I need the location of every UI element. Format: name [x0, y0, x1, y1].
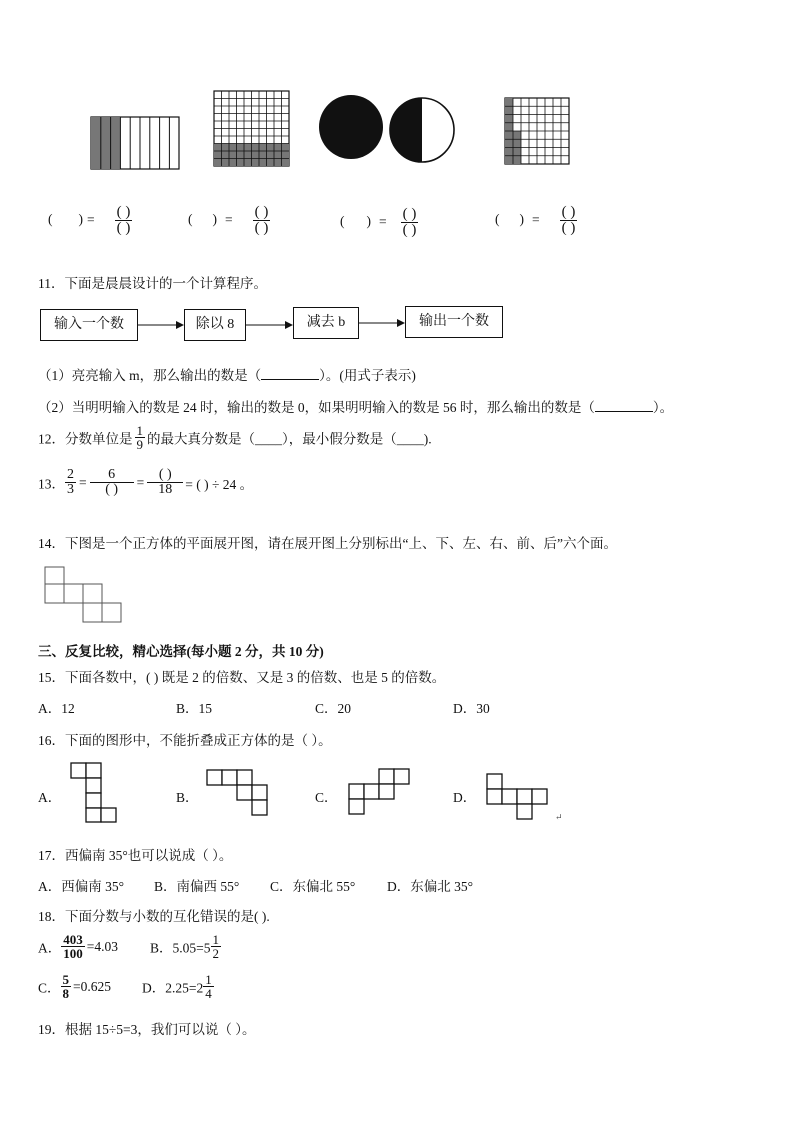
q18-option-d[interactable]: D．2.25=2 $\frac{1}{4}$	[142, 972, 212, 1001]
q17-option-a[interactable]: A．西偏南 35°	[38, 879, 125, 894]
flow-box-input: 输入一个数	[40, 309, 138, 341]
figure-answer-3: ( ) = $\frac{( )}{( )}$	[340, 206, 417, 238]
q15-option-a[interactable]: A．12	[38, 701, 75, 716]
figure-answer-4: ( ) = $\frac{( )}{( )}$	[495, 204, 576, 236]
q17-option-d[interactable]: D．东偏北 35°	[387, 879, 474, 894]
q16-option-b[interactable]: B．	[176, 790, 199, 805]
q17-option-b[interactable]: B．南偏西 55°	[154, 879, 240, 894]
q13: 13． $\frac{2}{3}$ = $\frac{6}{( )}$ = $\frac{( )}{18}$ = ( ) ÷ 24 。	[38, 467, 254, 497]
q15-option-b[interactable]: B．15	[176, 701, 213, 716]
net-d	[486, 773, 550, 821]
net-c	[348, 768, 412, 816]
q17-option-c[interactable]: C．东偏北 55°	[270, 879, 356, 894]
flow-box-subtract: 减去 b	[293, 307, 359, 339]
figure-hundred-grid	[214, 91, 289, 166]
return-mark: ↵	[555, 812, 563, 822]
q16-stem: 16．下面的图形中，不能折叠成正方体的是（ ）。	[38, 733, 332, 748]
figure-answer-2: ( ) = $\frac{( )}{( )}$	[188, 204, 269, 236]
q19-stem: 19．根据 15÷5=3，我们可以说（ ）。	[38, 1022, 256, 1037]
q15-option-c[interactable]: C．20	[315, 701, 352, 716]
q12: 12．分数单位是 $\frac{1}{9}$ 的最大真分数是（____），最小假分数是（____).	[38, 423, 432, 452]
fraction-figures	[0, 80, 794, 180]
q14-stem: 14．下图是一个正方体的平面展开图，请在展开图上分别标出“上、下、左、右、前、后”六个面。	[38, 536, 617, 551]
net-b	[206, 769, 270, 817]
figure-answer-1: ( ) = $\frac{( )}{( )}$	[48, 204, 131, 236]
flow-box-output: 输出一个数	[405, 306, 503, 338]
q18-option-a[interactable]: A． $\frac{403}{100}$ =4.03	[38, 932, 118, 961]
q11-sub1: （1）亮亮输入 m，那么输出的数是（ ）。(用式子表示)	[38, 368, 416, 383]
figure-sixtyfour-grid	[505, 98, 569, 164]
q15-stem: 15．下面各数中，( ) 既是 2 的倍数、又是 3 的倍数、也是 5 的倍数。	[38, 670, 446, 685]
figure-circles	[319, 95, 454, 162]
q16-option-a[interactable]: A．	[38, 790, 62, 805]
net-a	[70, 762, 120, 824]
q11-stem: 11．下面是晨晨设计的一个计算程序。	[38, 276, 267, 291]
q18-option-b[interactable]: B．5.05=5 $\frac{1}{2}$	[150, 932, 219, 961]
flow-arrows	[0, 300, 794, 340]
q15-option-d[interactable]: D．30	[453, 701, 490, 716]
section-3-title: 三、反复比较，精心选择(每小题 2 分，共 10 分)	[38, 644, 324, 659]
q18-option-c[interactable]: C． $\frac{5}{8}$ =0.625	[38, 972, 112, 1001]
flow-box-divide: 除以 8	[184, 309, 246, 341]
q17-stem: 17．西偏南 35°也可以说成（ ）。	[38, 848, 233, 863]
q16-option-d[interactable]: D．	[453, 790, 477, 805]
figure-strips	[91, 117, 179, 169]
q18-stem: 18．下面分数与小数的互化错误的是( ).	[38, 909, 270, 924]
q16-option-c[interactable]: C．	[315, 790, 338, 805]
cube-net-q14	[44, 566, 126, 626]
q11-sub2: （2）当明明输入的数是 24 时，输出的数是 0，如果明明输入的数是 56 时，那么输出的数是（ ）。	[38, 400, 674, 415]
